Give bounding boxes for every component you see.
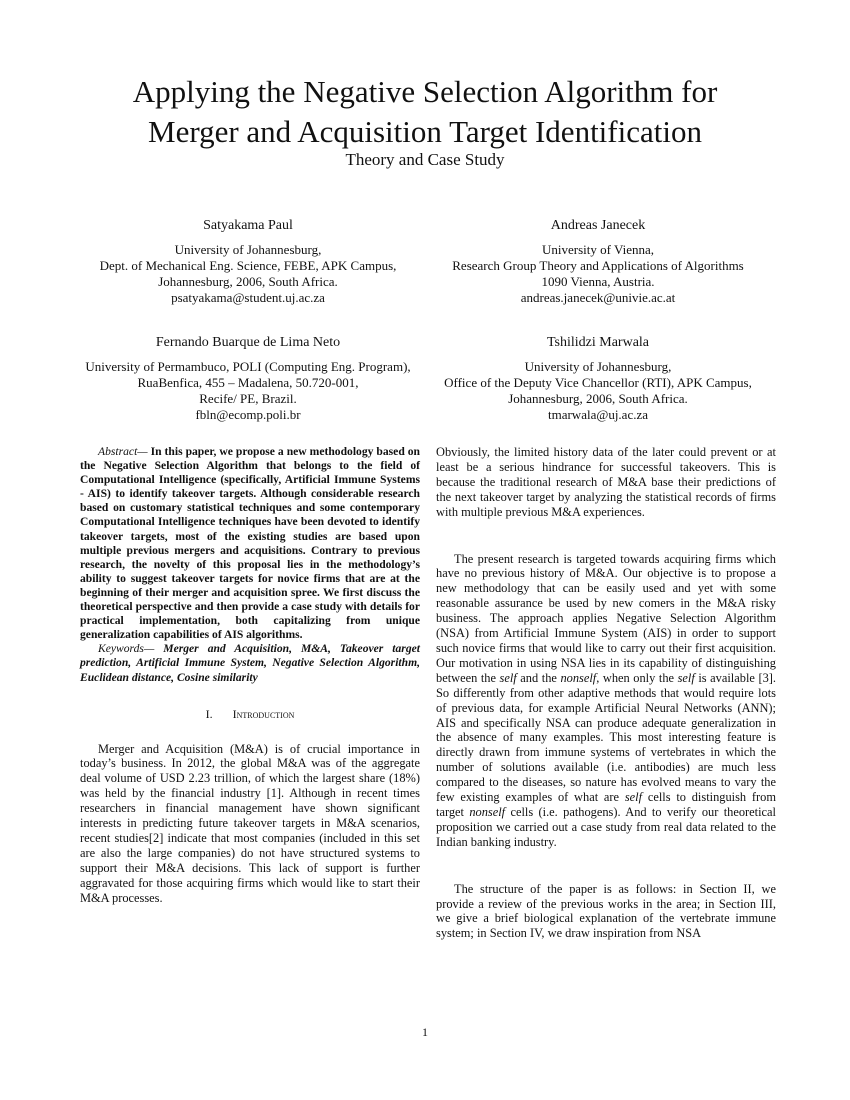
term-nonself: nonself (560, 670, 597, 685)
right-column (436, 445, 776, 941)
author-email: andreas.janecek@univie.ac.at (520, 290, 676, 305)
title-line-1: Applying the Negative Selection Algorithm for (132, 74, 718, 109)
author-address: 1090 Vienna, Austria. (541, 274, 655, 289)
keywords (80, 642, 420, 684)
author-affiliation: University of Johannesburg, (174, 242, 322, 257)
term-self: self (624, 790, 643, 805)
keywords-text: Merger and Acquisition, M&A, Takeover target prediction, Artificial Immune System, Negative Selection Algorithm, Euclidean distance, Cosine similarity (80, 642, 420, 684)
author-name: Tshilidzi Marwala (546, 335, 650, 350)
body-paragraph-continued: Obviously, the limited history data of the later could prevent or at least be a serious hindrance for successful takeovers. This is because the traditional research of M&A base their predictions of the next takeover target by analyzing the statistical records of firms with multiple previous M&A experiences. (436, 445, 776, 519)
author-email: fbln@ecomp.poli.br (195, 407, 301, 422)
author-address: Johannesburg, 2006, South Africa. (158, 274, 338, 289)
term-self: self (499, 670, 517, 685)
author-affiliation: University of Vienna, (542, 242, 654, 257)
author-address: Johannesburg, 2006, South Africa. (508, 391, 688, 406)
title-line-2: Merger and Acquisition Target Identification (148, 114, 702, 149)
author-email: psatyakama@student.uj.ac.za (171, 290, 325, 305)
author-name: Satyakama Paul (203, 218, 293, 233)
section-heading-introduction (80, 707, 420, 722)
section-number: I. (205, 706, 213, 721)
text-run: is available [3]. So differently from other adaptive methods that would require lots of previous data, for example Artificial Neural Networks (ANN); AIS and specifically NSA can produce adequate generalization in the absence of many examples. This most interesting feature is directly drawn from immune systems of vertebrates in which the number of solutions available (i.e. antibodies) are much less compared to the diseases, so nature has evolved means to vary the few existing examples of what are (436, 670, 776, 805)
author-name: Fernando Buarque de Lima Neto (155, 335, 341, 350)
term-self: self (677, 670, 695, 685)
abstract-text: In this paper, we propose a new methodology based on the Negative Selection Algorithm that belongs to the field of Computational Intelligence (specifically, Artificial Immune Systems - AIS) to identify takeover targets. Although considerable research based on customary statistical techniques and some contemporary Computational Intelligence techniques have been devoted to identify takeover targets, most of the existing studies are based upon multiple previous mergers and acquisitions. Contrary to previous research, the novelty of this proposal lies in the methodology’s ability to suggest takeover targets for novice firms that are at the beginning of their merger and acquisition spree. We first discuss the theoretical perspective and then provide a case study with details for practical implementation, both capitalizing from unique generalization capabilities of AIS algorithms. (80, 445, 420, 642)
author-block-3 (68, 335, 428, 423)
author-block-4 (418, 335, 778, 423)
text-run: The present research is targeted towards acquiring firms which have no previous history of M&A. Our objective is to propose a new methodology that can be easily used and yet with some reasonable assurance be used by new comers in the M&A risky business. The approach applies Negative Selection Algorithm (NSA) from Artificial Immune System (AIS) in order to support such novice firms that would like to carry out their first acquisition. Our motivation in using NSA lies in its capability of distinguishing between the (436, 551, 776, 685)
author-name: Andreas Janecek (550, 218, 646, 233)
text-run: and the (516, 670, 561, 685)
intro-paragraph-1: Merger and Acquisition (M&A) is of crucial importance in today’s business. In 2012, the global M&A was of the aggregate deal volume of USD 2.23 trillion, of which the largest share (18%) was held by the financial industry [1]. Although in recent times researchers in financial management have shown significant interests in predicting future takeover targets in M&A scenarios, recent studies[2] indicate that most companies (included in this set are also the large companies) do not have structured systems to support their M&A decisions. This lack of support is further aggravated for those acquiring firms which would like to start their M&A processes. (80, 741, 420, 905)
abstract (80, 445, 420, 642)
text-run: cells to distinguish from target (436, 790, 776, 819)
page-number: 1 (422, 1025, 428, 1039)
author-department: RuaBenfica, 455 – Madalena, 50.720-001, (137, 375, 359, 390)
abstract-label: Abstract— (98, 445, 148, 458)
body-paragraph-3: The structure of the paper is as follows: in Section II, we provide a review of the previous works in the area; in Section III, we give a brief biological explanation of the vertebrate immune system; in Section IV, we draw inspiration from NSA (436, 881, 776, 941)
left-column (80, 445, 420, 905)
section-title: Introduction (232, 706, 295, 721)
text-run: cells (i.e. pathogens). And to verify our theoretical proposition we carried out a case study from real data related to the Indian banking industry. (436, 804, 776, 849)
author-block-1 (68, 218, 428, 306)
author-affiliation: University of Permambuco, POLI (Computing Eng. Program), (85, 359, 411, 374)
author-email: tmarwala@uj.ac.za (547, 407, 649, 422)
text-run: , when only the (596, 670, 678, 685)
paper-subtitle: Theory and Case Study (345, 150, 505, 169)
body-paragraph-2 (436, 552, 776, 850)
term-nonself: nonself (469, 804, 506, 819)
author-address: Recife/ PE, Brazil. (199, 391, 297, 406)
author-department: Research Group Theory and Applications of Algorithms (452, 258, 744, 273)
author-department: Dept. of Mechanical Eng. Science, FEBE, APK Campus, (99, 258, 397, 273)
author-department: Office of the Deputy Vice Chancellor (RTI), APK Campus, (444, 375, 752, 390)
author-block-2 (418, 218, 778, 306)
paper-title (60, 72, 790, 152)
keywords-label: Keywords— (98, 642, 155, 656)
author-affiliation: University of Johannesburg, (524, 359, 672, 374)
